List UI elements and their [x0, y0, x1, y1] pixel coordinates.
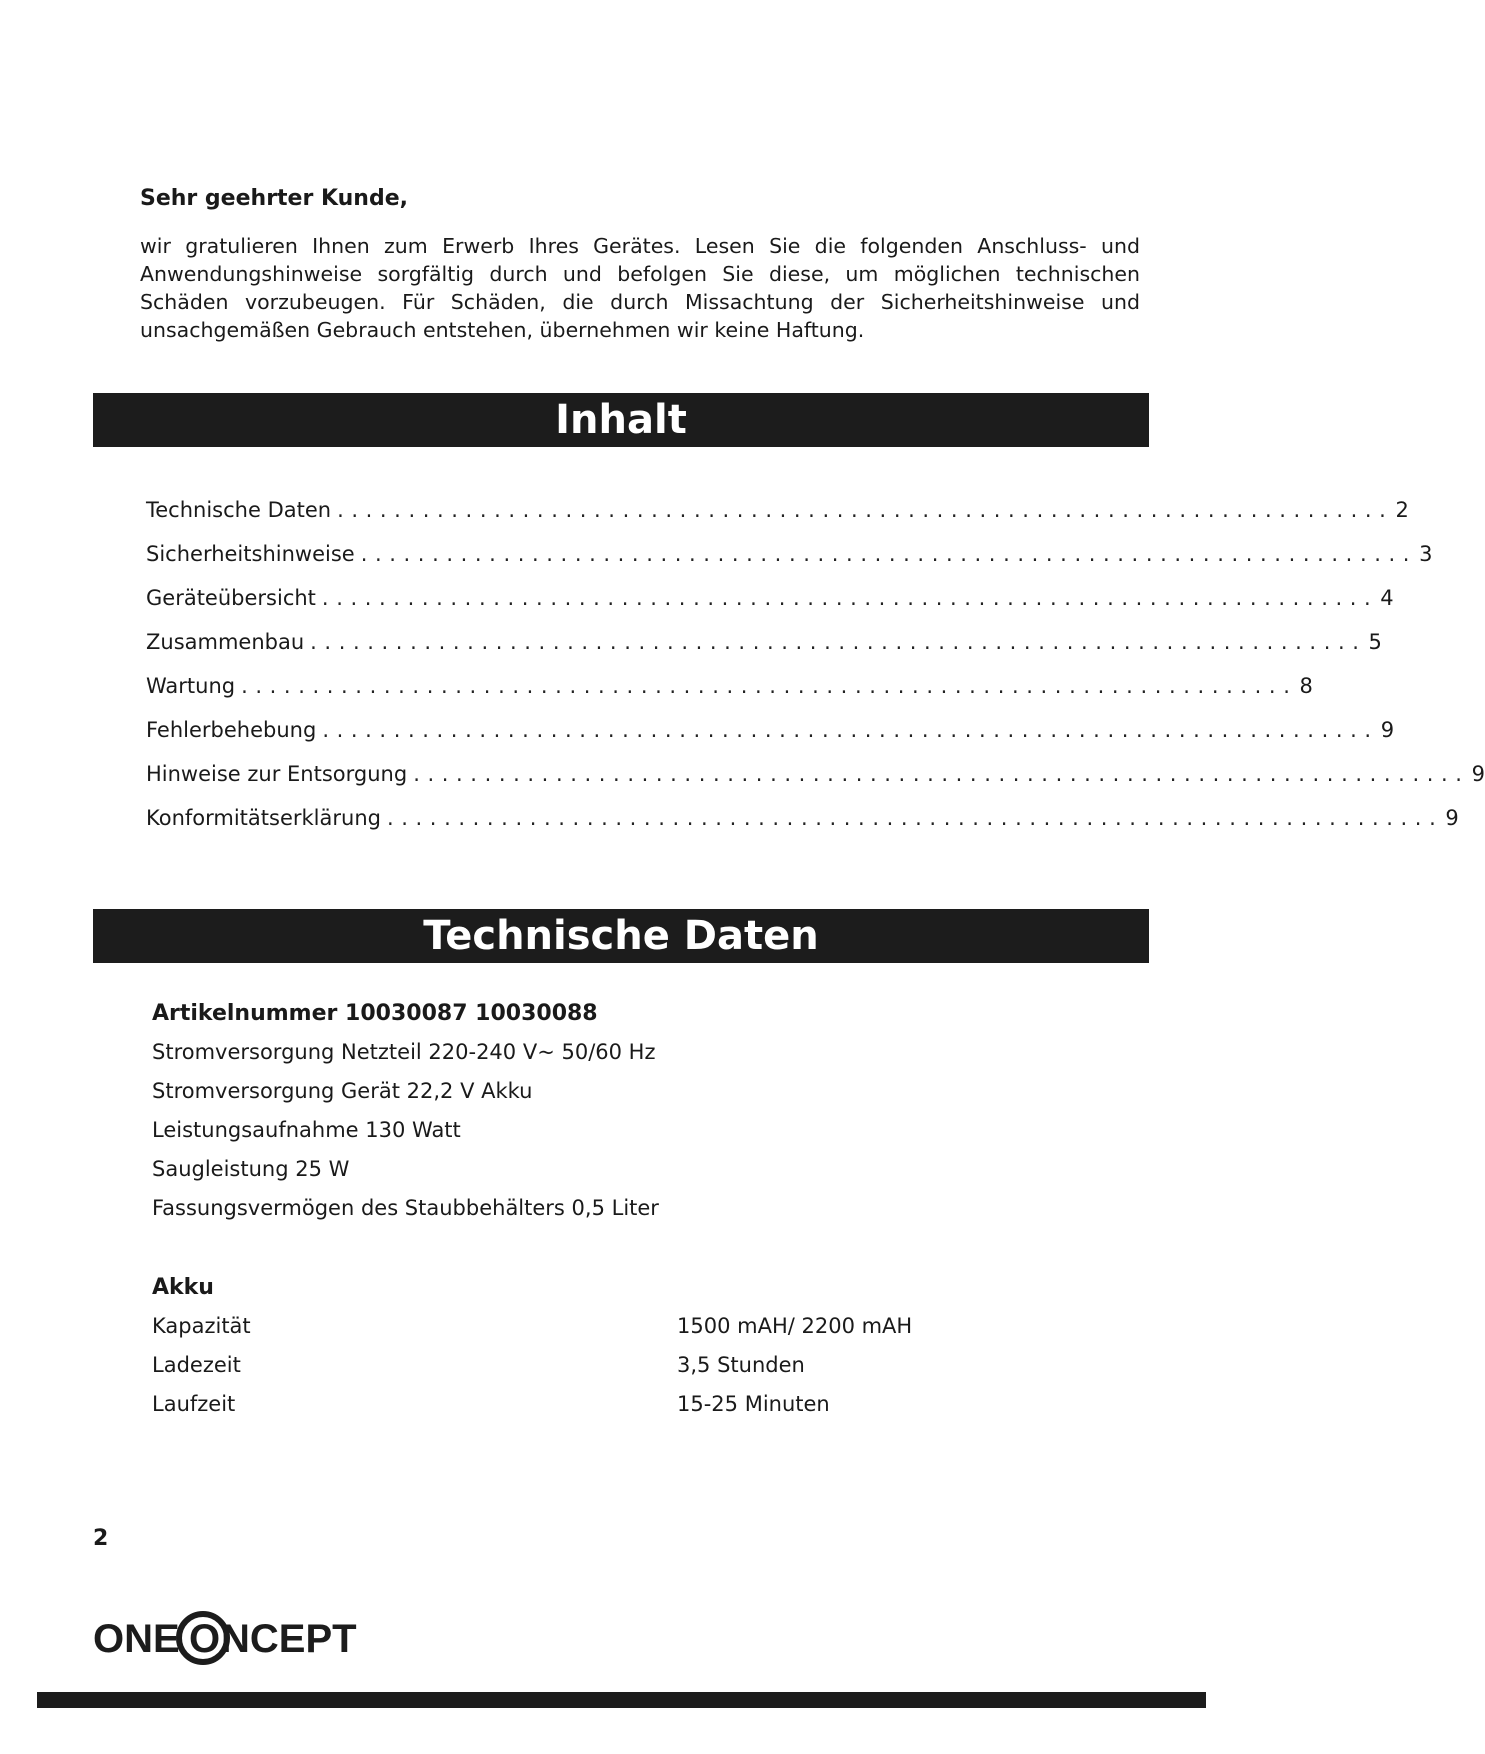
table-of-contents [146, 498, 1485, 850]
article-number: Artikelnummer 10030087 10030088 [152, 1001, 598, 1026]
toc-entry[interactable] [146, 718, 1395, 762]
akku-specs [152, 1268, 1052, 1424]
toc-entry[interactable] [146, 674, 1313, 718]
akku-value: 1500 mAH/ 2200 mAH [677, 1314, 913, 1338]
toc-leader-dots: .......................................................................... [322, 718, 1379, 742]
toc-entry-page: 9 [1380, 718, 1395, 742]
toc-heading-bar [93, 393, 1149, 447]
svg-text:NCEPT: NCEPT [221, 1617, 357, 1661]
toc-entry[interactable] [146, 586, 1394, 630]
toc-entry-label: Wartung [146, 674, 236, 698]
svg-text:ONE: ONE [93, 1617, 180, 1661]
toc-entry[interactable] [146, 630, 1382, 674]
spec-line: Fassungsvermögen des Staubbehälters 0,5 Liter [152, 1196, 659, 1220]
toc-title: Inhalt [555, 397, 687, 443]
akku-value: 3,5 Stunden [677, 1353, 805, 1377]
toc-leader-dots: .......................................................................... [310, 630, 1367, 654]
toc-entry-label: Hinweise zur Entsorgung [146, 762, 408, 786]
toc-entry[interactable] [146, 806, 1459, 850]
akku-row [152, 1385, 1052, 1424]
oneconcept-logo [93, 1606, 383, 1666]
akku-row [152, 1307, 1052, 1346]
spec-line: Saugleistung 25 W [152, 1157, 350, 1181]
footer-bar [37, 1692, 1206, 1708]
akku-label: Ladezeit [152, 1353, 241, 1377]
spec-line: Leistungsaufnahme 130 Watt [152, 1118, 461, 1142]
toc-entry-page: 8 [1299, 674, 1313, 698]
toc-entry-page: 2 [1395, 498, 1409, 522]
akku-value: 15-25 Minuten [677, 1392, 830, 1416]
toc-entry-label: Sicherheitshinweise [146, 542, 355, 566]
toc-leader-dots: .......................................................................... [413, 762, 1470, 786]
intro-text: wir gratulieren Ihnen zum Erwerb Ihres Gerätes. Lesen Sie die folgenden Anschluss- und Anwendungshinweise sorgfältig durch und befolgen Sie diese, um möglichen technischen Schäden vorzubeugen. Für Schäden, die durch Missachtung der Sicherheitshinweise und unsachgemäßen Gebrauch entstehen, übernehmen wir keine Haftung. [140, 234, 1140, 342]
toc-leader-dots: .......................................................................... [337, 498, 1394, 522]
toc-entry-page: 9 [1471, 762, 1485, 786]
svg-text:O: O [189, 1617, 221, 1661]
spec-list [152, 994, 1052, 1228]
tech-heading-bar [93, 909, 1149, 963]
toc-entry-page: 9 [1445, 806, 1459, 830]
greeting: Sehr geehrter Kunde, [140, 186, 408, 211]
toc-leader-dots: .......................................................................... [241, 674, 1298, 698]
toc-leader-dots: .......................................................................... [321, 586, 1379, 610]
toc-leader-dots: .......................................................................... [386, 806, 1444, 830]
page-number: 2 [93, 1526, 109, 1551]
tech-title: Technische Daten [423, 913, 819, 959]
akku-heading: Akku [152, 1275, 214, 1300]
toc-entry-label: Geräteübersicht [146, 586, 316, 610]
toc-entry[interactable] [146, 498, 1409, 542]
akku-label: Kapazität [152, 1314, 251, 1338]
toc-entry[interactable] [146, 542, 1433, 586]
toc-entry[interactable] [146, 762, 1485, 806]
akku-row [152, 1346, 1052, 1385]
toc-leader-dots: .......................................................................... [360, 542, 1418, 566]
toc-entry-page: 5 [1368, 630, 1382, 654]
spec-line: Stromversorgung Netzteil 220-240 V~ 50/60 Hz [152, 1040, 656, 1064]
toc-entry-label: Fehlerbehebung [146, 718, 317, 742]
toc-entry-page: 3 [1419, 542, 1433, 566]
toc-entry-label: Konformitätserklärung [146, 806, 381, 830]
toc-entry-label: Zusammenbau [146, 630, 305, 654]
spec-line: Stromversorgung Gerät 22,2 V Akku [152, 1079, 533, 1103]
akku-label: Laufzeit [152, 1392, 236, 1416]
toc-entry-page: 4 [1380, 586, 1394, 610]
toc-entry-label: Technische Daten [146, 498, 332, 522]
